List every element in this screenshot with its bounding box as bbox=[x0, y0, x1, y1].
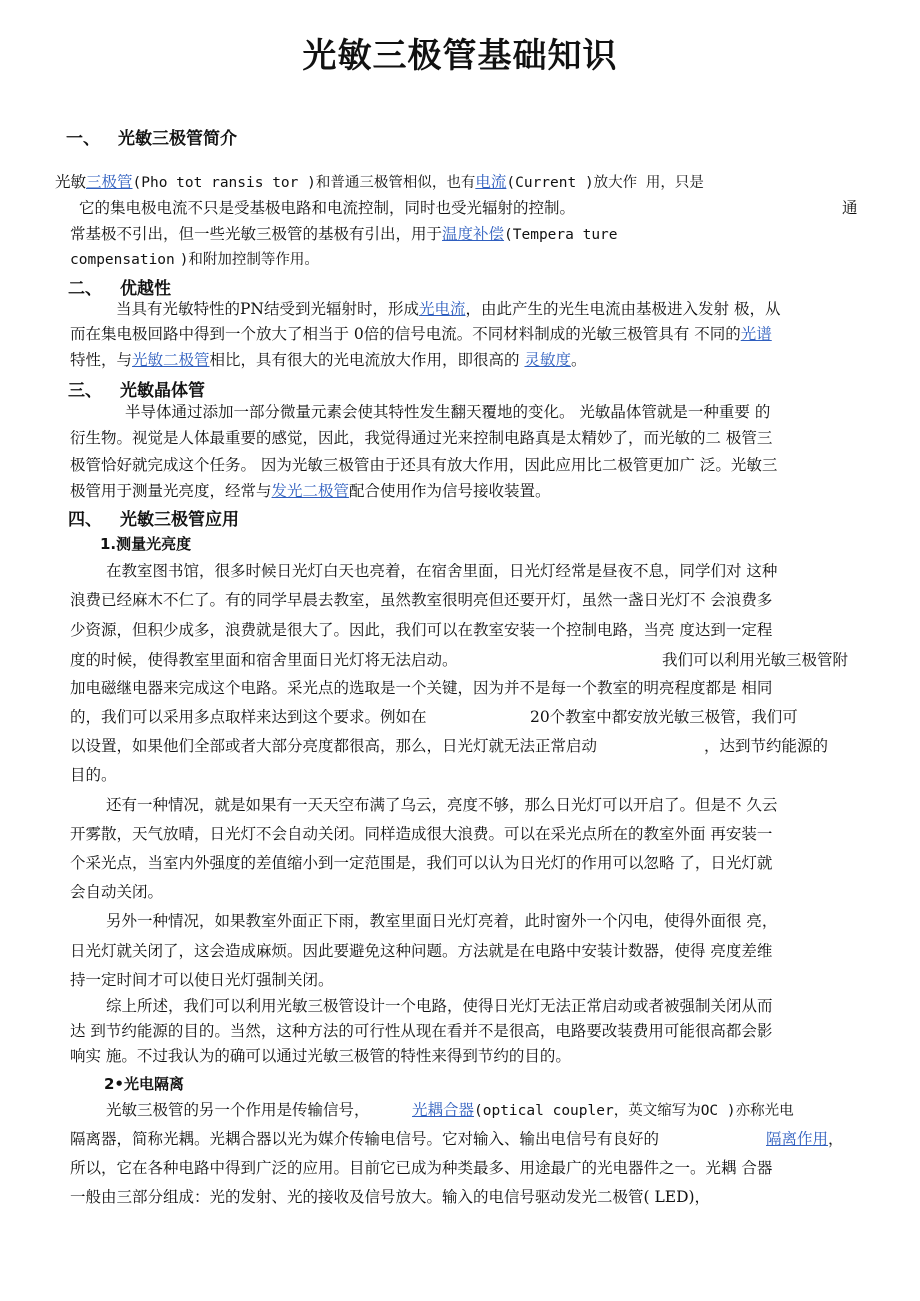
text: 光敏三极管的另一个作用是传输信号， bbox=[106, 1101, 370, 1119]
text-line bbox=[766, 1129, 844, 1149]
text-line: 半导体通过添加一部分微量元素会使其特性发生翻天覆地的变化。 光敏晶体管就是一种重要 的 bbox=[125, 403, 771, 421]
link-current[interactable]: 电流 bbox=[475, 173, 507, 191]
text-line bbox=[70, 481, 551, 501]
text-line: 所以，它在各种电路中得到广泛的应用。目前它已成为种类最多、用途最广的光电器件之一。光耦 合器 bbox=[70, 1159, 773, 1177]
subsection-title: 光电隔离 bbox=[124, 1075, 185, 1093]
text-line: 浪费已经麻木不仁了。有的同学早晨去教室，虽然教室很明亮但还要开灯，虽然一盏日光灯不 会浪费多 bbox=[70, 591, 773, 609]
text-line bbox=[79, 198, 575, 218]
text: (Pho tot ransis tor )和普通三极管相似，也有 bbox=[132, 175, 476, 191]
text-line: 20个教室中都安放光敏三极管，我们可 bbox=[530, 708, 798, 726]
section-number: 四、 bbox=[68, 510, 102, 530]
section-title: 优越性 bbox=[120, 279, 171, 299]
subsection-title: 测量光亮度 bbox=[116, 535, 192, 553]
text-line: 我们可以利用光敏三极管附 bbox=[662, 651, 849, 669]
text-line bbox=[70, 324, 772, 344]
text: 极管用于测量光亮度，经常与 bbox=[70, 482, 272, 500]
text: ， bbox=[828, 1130, 844, 1148]
text: compensation bbox=[70, 252, 175, 268]
text-line: ，达到节约能源的 bbox=[704, 737, 829, 755]
text-line bbox=[70, 350, 587, 370]
text: 。 bbox=[570, 351, 587, 369]
text-line bbox=[116, 299, 780, 319]
text: 特性，与 bbox=[70, 351, 133, 369]
text-line: 在教室图书馆，很多时候日光灯白天也亮着，在宿舍里面，日光灯经常是昼夜不息，同学们对 这种 bbox=[106, 562, 778, 580]
subsection-2-heading bbox=[104, 1073, 184, 1094]
section-title: 光敏晶体管 bbox=[120, 381, 205, 401]
text-line: 目的。 bbox=[70, 766, 117, 784]
page-title: 光敏三极管基础知识 bbox=[302, 36, 618, 76]
link-led[interactable]: 发光二极管 bbox=[271, 482, 350, 500]
text: 它的集电极电流不只是受基极电路和电流控制，同时也受光辐射的控制。 bbox=[79, 199, 576, 217]
text: 常基极不引出，但一些光敏三极管的基极有引出，用于 bbox=[70, 225, 443, 243]
section-title: 光敏三极管应用 bbox=[120, 510, 239, 530]
link-isolation[interactable]: 隔离作用 bbox=[766, 1130, 829, 1148]
section-4-heading bbox=[68, 505, 239, 530]
text-line: 综上所述，我们可以利用光敏三极管设计一个电路，使得日光灯无法正常启动或者被强制关闭从而 bbox=[106, 997, 773, 1015]
text-line: 加电磁继电器来完成这个电路。采光点的选取是一个关键，因为并不是每一个教室的明亮程度都是 相同 bbox=[70, 679, 773, 697]
text: 相比，具有很大的光电流放大作用，即很高的 bbox=[209, 351, 525, 369]
text-line: 另外一种情况，如果教室外面正下雨，教室里面日光灯亮着，此时窗外一个闪电，使得外面很 亮， bbox=[106, 912, 778, 930]
text-line: 极管恰好就完成这个任务。 因为光敏三极管由于还具有放大作用，因此应用比二极管更加广 泛。光敏三 bbox=[70, 456, 778, 474]
text-line: 开雾散，天气放晴，日光灯不会自动关闭。同样造成很大浪费。可以在采光点所在的教室外面 再安装一 bbox=[70, 825, 773, 843]
subsection-number: 1. bbox=[100, 535, 117, 553]
text-line: 响实 施。不过我认为的确可以通过光敏三极管的特性来得到节约的目的。 bbox=[70, 1047, 571, 1065]
text: (Tempera ture bbox=[504, 227, 618, 243]
subsection-number: 2• bbox=[104, 1075, 125, 1093]
text: 而在集电极回路中得到一个放大了相当于 0倍的信号电流。不同材料制成的光敏三极管具有 不同的 bbox=[70, 325, 741, 343]
section-number: 三、 bbox=[68, 381, 102, 401]
link-optocoupler[interactable]: 光耦合器 bbox=[412, 1101, 475, 1119]
text-line: 以设置，如果他们全部或者大部分亮度都很高，那么，日光灯就无法正常启动 bbox=[70, 737, 598, 755]
text: 光敏 bbox=[55, 173, 87, 191]
text-line: 日光灯就关闭了，这会造成麻烦。因此要避免这种问题。方法就是在电路中安装计数器，使得 亮度差维 bbox=[70, 942, 773, 960]
text-line: 持一定时间才可以使日光灯强制关闭。 bbox=[70, 971, 334, 989]
section-3-heading bbox=[68, 376, 205, 401]
section-2-heading bbox=[68, 274, 171, 299]
link-photodiode[interactable]: 光敏二极管 bbox=[132, 351, 210, 369]
text-line: 还有一种情况，就是如果有一天天空布满了乌云，亮度不够，那么日光灯可以开启了。但是不 久云 bbox=[106, 796, 778, 814]
text-line bbox=[412, 1100, 794, 1121]
text-line bbox=[55, 172, 704, 193]
section-title: 光敏三极管简介 bbox=[118, 129, 237, 149]
section-1-heading bbox=[66, 124, 237, 149]
text: )和附加控制等作用。 bbox=[179, 252, 319, 268]
text: 通 bbox=[842, 199, 858, 217]
link-transistor[interactable]: 三极管 bbox=[86, 173, 133, 191]
subsection-1-heading bbox=[100, 533, 191, 554]
link-photocurrent[interactable]: 光电流 bbox=[419, 300, 466, 318]
link-sensitivity[interactable]: 灵敏度 bbox=[524, 351, 571, 369]
text: 当具有光敏特性的PN结受到光辐射时，形成 bbox=[116, 300, 419, 318]
text-line: 一般由三部分组成：光的发射、光的接收及信号放大。输入的电信号驱动发光二极管( LED)， bbox=[70, 1188, 711, 1206]
text-line: 的，我们可以采用多点取样来达到这个要求。例如在 bbox=[70, 708, 427, 726]
text-line bbox=[70, 224, 618, 245]
section-number: 一、 bbox=[66, 129, 100, 149]
text-line bbox=[842, 198, 858, 218]
text-line: 会自动关闭。 bbox=[70, 883, 164, 901]
text-line: 隔离器，简称光耦。光耦合器以光为媒介传输电信号。它对输入、输出电信号有良好的 bbox=[70, 1130, 660, 1148]
text-line: 个采光点，当室内外强度的差值缩小到一定范围是，我们可以认为日光灯的作用可以忽略 了，日光灯就 bbox=[70, 854, 773, 872]
link-temperature-compensation[interactable]: 温度补偿 bbox=[442, 225, 505, 243]
text-line: 达 到节约能源的目的。当然，这种方法的可行性从现在看并不是很高，电路要改装费用可能很高都会影 bbox=[70, 1022, 773, 1040]
text: ，由此产生的光生电流由基极进入发射 极，从 bbox=[465, 300, 781, 318]
text: (Current )放大作 用，只是 bbox=[506, 175, 704, 191]
text-line: 衍生物。视觉是人体最重要的感觉，因此，我觉得通过光来控制电路真是太精妙了，而光敏的二 极管三 bbox=[70, 429, 773, 447]
text-line: 度的时候，使得教室里面和宿舍里面日光灯将无法启动。 bbox=[70, 651, 458, 669]
text-line bbox=[70, 249, 319, 270]
link-spectrum[interactable]: 光谱 bbox=[740, 325, 772, 343]
text-line: 少资源，但积少成多，浪费就是很大了。因此，我们可以在教室安装一个控制电路，当亮 度达到一定程 bbox=[70, 621, 773, 639]
text-line bbox=[106, 1100, 370, 1120]
text: 配合使用作为信号接收装置。 bbox=[349, 482, 551, 500]
section-number: 二、 bbox=[68, 279, 102, 299]
text: (optical coupler，英文缩写为OC )亦称光电 bbox=[474, 1103, 794, 1119]
